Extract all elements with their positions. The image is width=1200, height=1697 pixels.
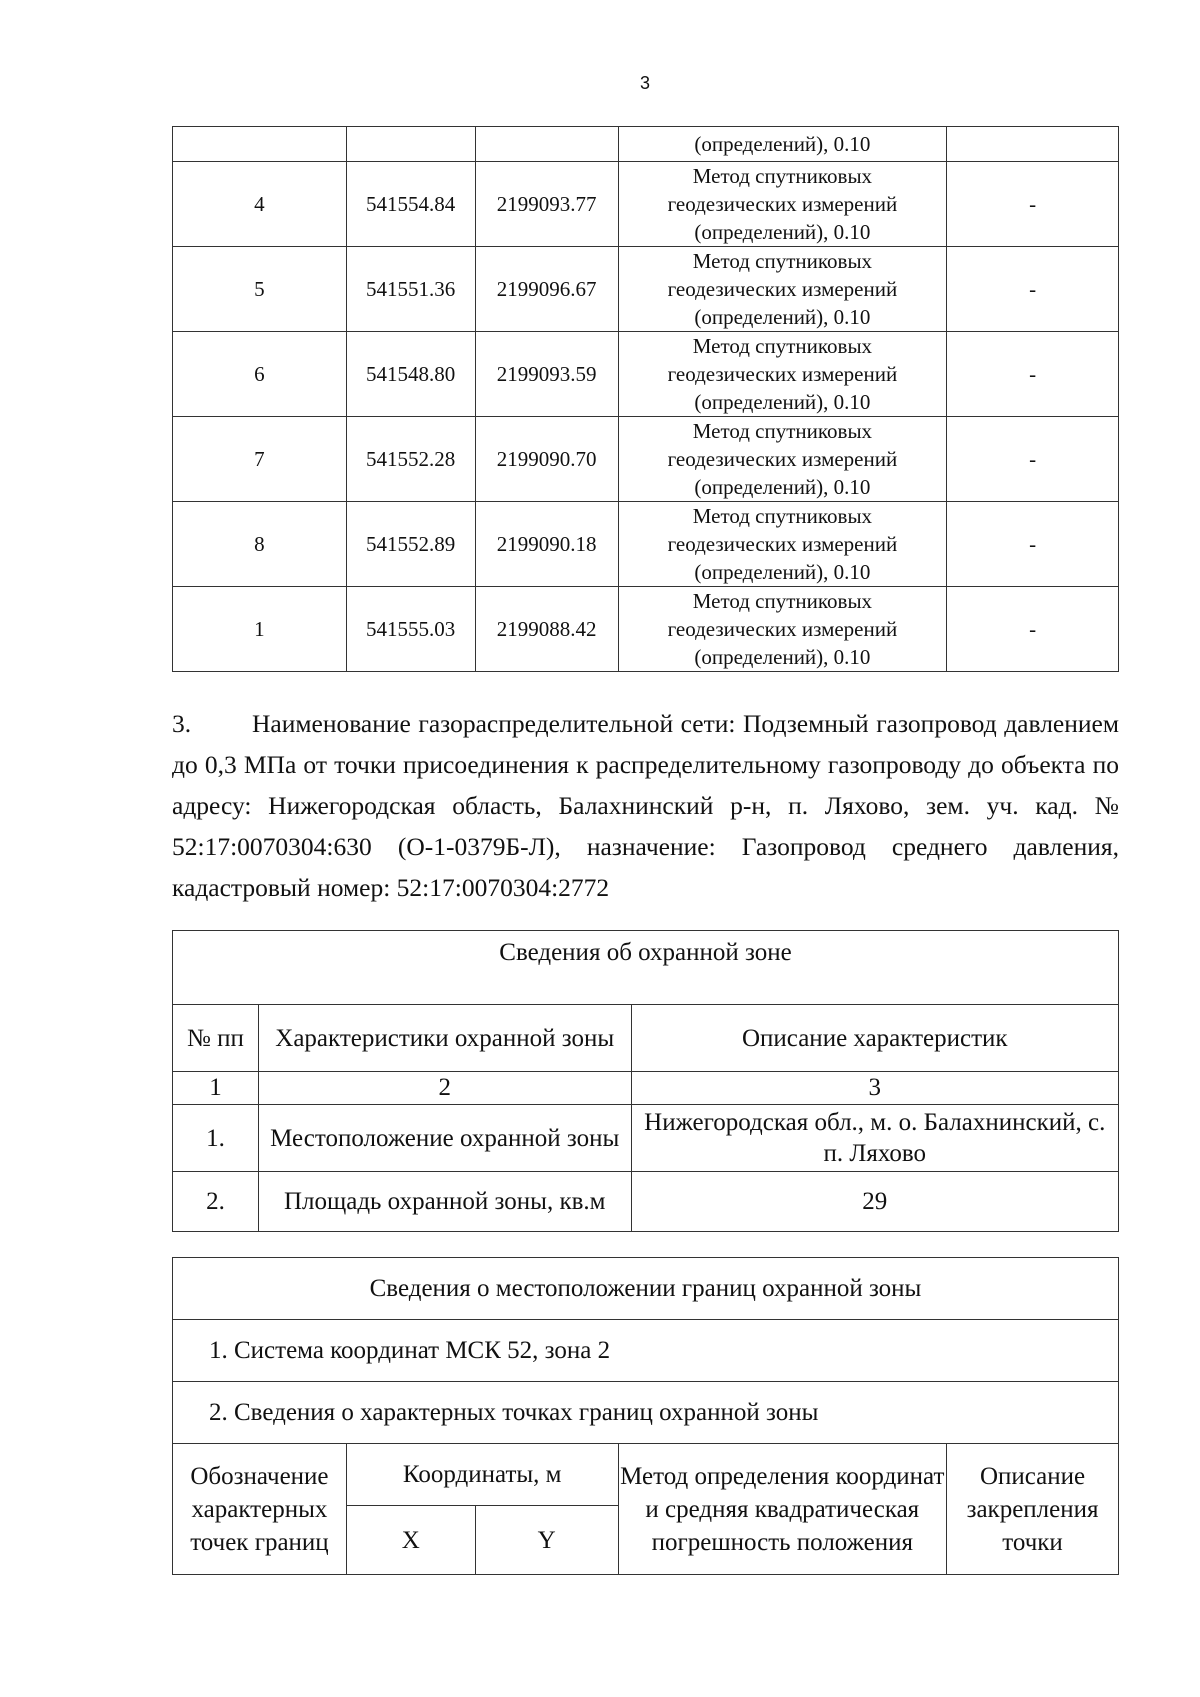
column-header: № пп [173, 1005, 259, 1072]
column-number-row [173, 1072, 1119, 1105]
method-line: (определений), 0.10 [694, 390, 871, 414]
page-number: 3 [639, 73, 650, 93]
boundary-table [172, 1257, 1119, 1575]
desc-cell: - [947, 587, 1119, 672]
characteristic-value: Нижегородская обл., м. о. Балахнинский, с. п. Ляхово [631, 1105, 1118, 1172]
y-cell: 2199088.42 [475, 587, 618, 672]
desc-cell: - [947, 162, 1119, 247]
column-header: Описание закрепления точки [947, 1444, 1119, 1575]
section-row [173, 1320, 1119, 1382]
desc-cell: - [947, 247, 1119, 332]
column-header: Описание характеристик [631, 1005, 1118, 1072]
point-cell: 8 [173, 502, 347, 587]
paragraph-number: 3. [172, 709, 192, 738]
point-cell: 6 [173, 332, 347, 417]
method-line: (определений), 0.10 [694, 305, 871, 329]
desc-cell: - [947, 332, 1119, 417]
method-line: геодезических измерений [667, 362, 898, 386]
x-cell: 541552.89 [346, 502, 475, 587]
x-cell [346, 127, 475, 162]
table-row [173, 127, 1119, 162]
column-header: Метод определения координат и средняя квадратическая погрешность положения [618, 1444, 947, 1575]
method-line: Метод спутниковых [692, 589, 873, 613]
table-row [173, 162, 1119, 247]
table-row [173, 1105, 1119, 1172]
method-line: Метод спутниковых [692, 164, 873, 188]
desc-cell [947, 127, 1119, 162]
column-number: 3 [631, 1072, 1118, 1105]
characteristic-name: Местоположение охранной зоны [258, 1105, 631, 1172]
x-cell: 541551.36 [346, 247, 475, 332]
method-cell [618, 417, 947, 502]
coordinate-system: 1. Система координат МСК 52, зона 2 [173, 1320, 1119, 1382]
point-cell: 4 [173, 162, 347, 247]
method-line: Метод спутниковых [692, 334, 873, 358]
method-cell [618, 502, 947, 587]
table-title-row [173, 1258, 1119, 1320]
column-number: 1 [173, 1072, 259, 1105]
protection-zone-table [172, 930, 1119, 1232]
table-row [173, 502, 1119, 587]
point-cell: 7 [173, 417, 347, 502]
desc-cell: - [947, 502, 1119, 587]
desc-cell: - [947, 417, 1119, 502]
x-cell: 541554.84 [346, 162, 475, 247]
row-number: 1. [173, 1105, 259, 1172]
method-line: (определений), 0.10 [694, 475, 871, 499]
points-table [172, 126, 1119, 672]
method-line: Метод спутниковых [692, 504, 873, 528]
x-cell: 541552.28 [346, 417, 475, 502]
y-cell: 2199090.18 [475, 502, 618, 587]
method-line: геодезических измерений [667, 447, 898, 471]
paragraph-text: Наименование газораспределительной сети: Подземный газопровод давлением до 0,3 МПа от точки присоединения к распределительному газопроводу до объекта по адресу: Нижегородская область, Балахнинский р-н, п. Ляхово, зем. уч. кад. № 52:17:0070304:630 (О-1-0379Б-Л), назначение: Газопровод среднего давления, кадастровый номер: 52:17:0070304:2772 [172, 709, 1119, 902]
network-description-paragraph [172, 703, 1119, 908]
row-number: 2. [173, 1172, 259, 1232]
column-header: Характеристики охранной зоны [258, 1005, 631, 1072]
y-cell: 2199096.67 [475, 247, 618, 332]
point-cell: 1 [173, 587, 347, 672]
table-title: Сведения об охранной зоне [173, 931, 1119, 1005]
y-cell: 2199090.70 [475, 417, 618, 502]
method-line: (определений), 0.10 [694, 645, 871, 669]
characteristic-name: Площадь охранной зоны, кв.м [258, 1172, 631, 1232]
table-header-row [173, 1005, 1119, 1072]
method-line: геодезических измерений [667, 532, 898, 556]
column-number: 2 [258, 1072, 631, 1105]
method-line: геодезических измерений [667, 617, 898, 641]
x-cell: 541555.03 [346, 587, 475, 672]
characteristic-value: 29 [631, 1172, 1118, 1232]
method-line: геодезических измерений [667, 277, 898, 301]
y-cell: 2199093.59 [475, 332, 618, 417]
point-cell [173, 127, 347, 162]
method-cell [618, 162, 947, 247]
method-cell: (определений), 0.10 [618, 127, 947, 162]
method-cell [618, 332, 947, 417]
column-header-x: X [346, 1506, 475, 1575]
section-row [173, 1382, 1119, 1444]
method-line: (определений), 0.10 [694, 220, 871, 244]
table-row [173, 332, 1119, 417]
method-line: (определений), 0.10 [694, 560, 871, 584]
method-line: геодезических измерений [667, 192, 898, 216]
x-cell: 541548.80 [346, 332, 475, 417]
table-header-row [173, 1444, 1119, 1506]
table-row [173, 417, 1119, 502]
y-cell: 2199093.77 [475, 162, 618, 247]
method-cell [618, 587, 947, 672]
table-row [173, 587, 1119, 672]
table-title-row [173, 931, 1119, 1005]
point-cell: 5 [173, 247, 347, 332]
column-header: Обозначение характерных точек границ [173, 1444, 347, 1575]
table-title: Сведения о местоположении границ охранной зоны [173, 1258, 1119, 1320]
y-cell [475, 127, 618, 162]
table-row [173, 1172, 1119, 1232]
method-line: Метод спутниковых [692, 419, 873, 443]
points-section-title: 2. Сведения о характерных точках границ охранной зоны [173, 1382, 1119, 1444]
method-line: Метод спутниковых [692, 249, 873, 273]
method-cell [618, 247, 947, 332]
table-row [173, 247, 1119, 332]
column-header: Координаты, м [346, 1444, 618, 1506]
column-header-y: Y [475, 1506, 618, 1575]
